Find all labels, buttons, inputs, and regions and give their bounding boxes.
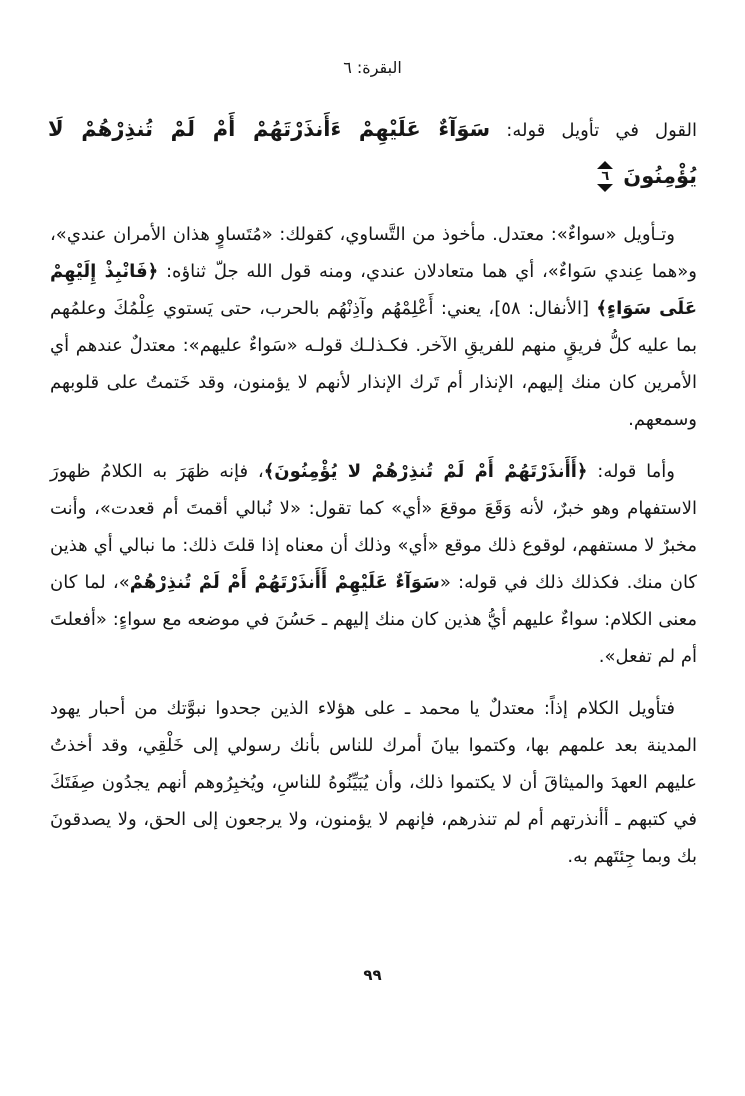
heading-intro: القول في تأويل قوله: (506, 120, 698, 141)
ayah-number: ٦ (601, 169, 610, 185)
quran-continuation-word: يُؤْمِنُونَ (623, 163, 697, 188)
surah-verse-header: البقرة: ٦ (343, 58, 402, 77)
tafsir-paragraph: وأما قوله: ﴿أَأَنذَرْتَهُمْ أَمْ لَمْ تُنذِرْهُمْ لا يُؤْمِنُونَ﴾، فإنه ظهَرَ به الكلامُ ظهورَ الاستفهام وهو خبرٌ، لأنه وَقَعَ موقعَ «أي» كما تقول: «لا نُبالي أقمتَ أم قعدت»، وأنت مخبرٌ لا مستفهم، لوقوع ذلك موقع «أي» وذلك أن معناه إذا قلتَ ذلك: ما نبالي أي هذين كان منك. فكذلك ذلك في قوله: «سَوَآءٌ عَلَيْهِمْ أَأَنذَرْتَهُمْ أَمْ لَمْ تُنذِرْهُمْ»، لما كان معنى الكلام: سواءٌ عليهم أيُّ هذين كان منك إليهم ـ حَسُنَ في موضعه مع سواءٍ: «أفعلتَ أم لم تفعل». (50, 461, 698, 667)
quran-verse-continuation-line (48, 160, 697, 194)
section-heading (48, 110, 697, 193)
page-number: ٩٩ (363, 966, 382, 984)
ornament-bottom-icon (597, 184, 613, 192)
ornament-top-icon (597, 161, 613, 169)
ayah-end-marker-icon (597, 161, 613, 192)
quran-verse-text: سَوَآءٌ عَلَيْهِمْ ءَأَنذَرْتَهُمْ أَمْ لَمْ تُنذِرْهُمْ لَا (48, 117, 491, 141)
tafsir-paragraph: فتأويل الكلام إذاً: معتدلٌ يا محمد ـ على هؤلاء الذين جحدوا نبوَّتك من أحبار يهود المدينة بعد علمهم بها، وكتموا بيانَ أمرك للناس بأنك رسولي إلى خَلْقِي، وقد أخذتُ عليهم العهدَ والميثاقَ أن لا يكتموا ذلك، وأن يُبَيِّنُوهُ للناسِ، ويُخبِرُوهم أنهم يجدُون صِفَتَكَ في كتبهم ـ أأنذرتهم أم لم تنذرهم، فإنهم لا يؤمنون، ولا يرجعون إلى الحق، ولا يصدقونَ بك وبما جِئتَهم به. (50, 698, 697, 867)
tafsir-body (50, 216, 697, 875)
tafsir-paragraph: وتـأويل «سواءٌ»: معتدل. مأخوذ من التَّساوي، كقولك: «مُتَساوٍ هذان الأمران عندي»، و«هما عِندي سَواءٌ»، أي هما متعادلان عندي، ومنه قول الله جلّ ثناؤه: ﴿فَانْبِذْ إِلَيْهِمْ عَلَى سَوَاءٍ﴾ [الأنفال: ٥٨]، يعني: أَعْلِمْهُم وآذِنْهُم بالحرب، حتى يَستوي عِلْمُكَ وعلمُهم بما عليه كلُّ فريقٍ منهم للفريقِ الآخر. فكـذلـك قولـه «سَواءٌ عليهم»: معتدلٌ عندهم أي الأمرين كان منك إليهم، الإنذار أم تَرك الإنذار لأنهم لا يؤمنون، وقد خَتمتُ على قلوبهم وسمعهم. (50, 224, 697, 430)
heading-line (48, 110, 697, 150)
